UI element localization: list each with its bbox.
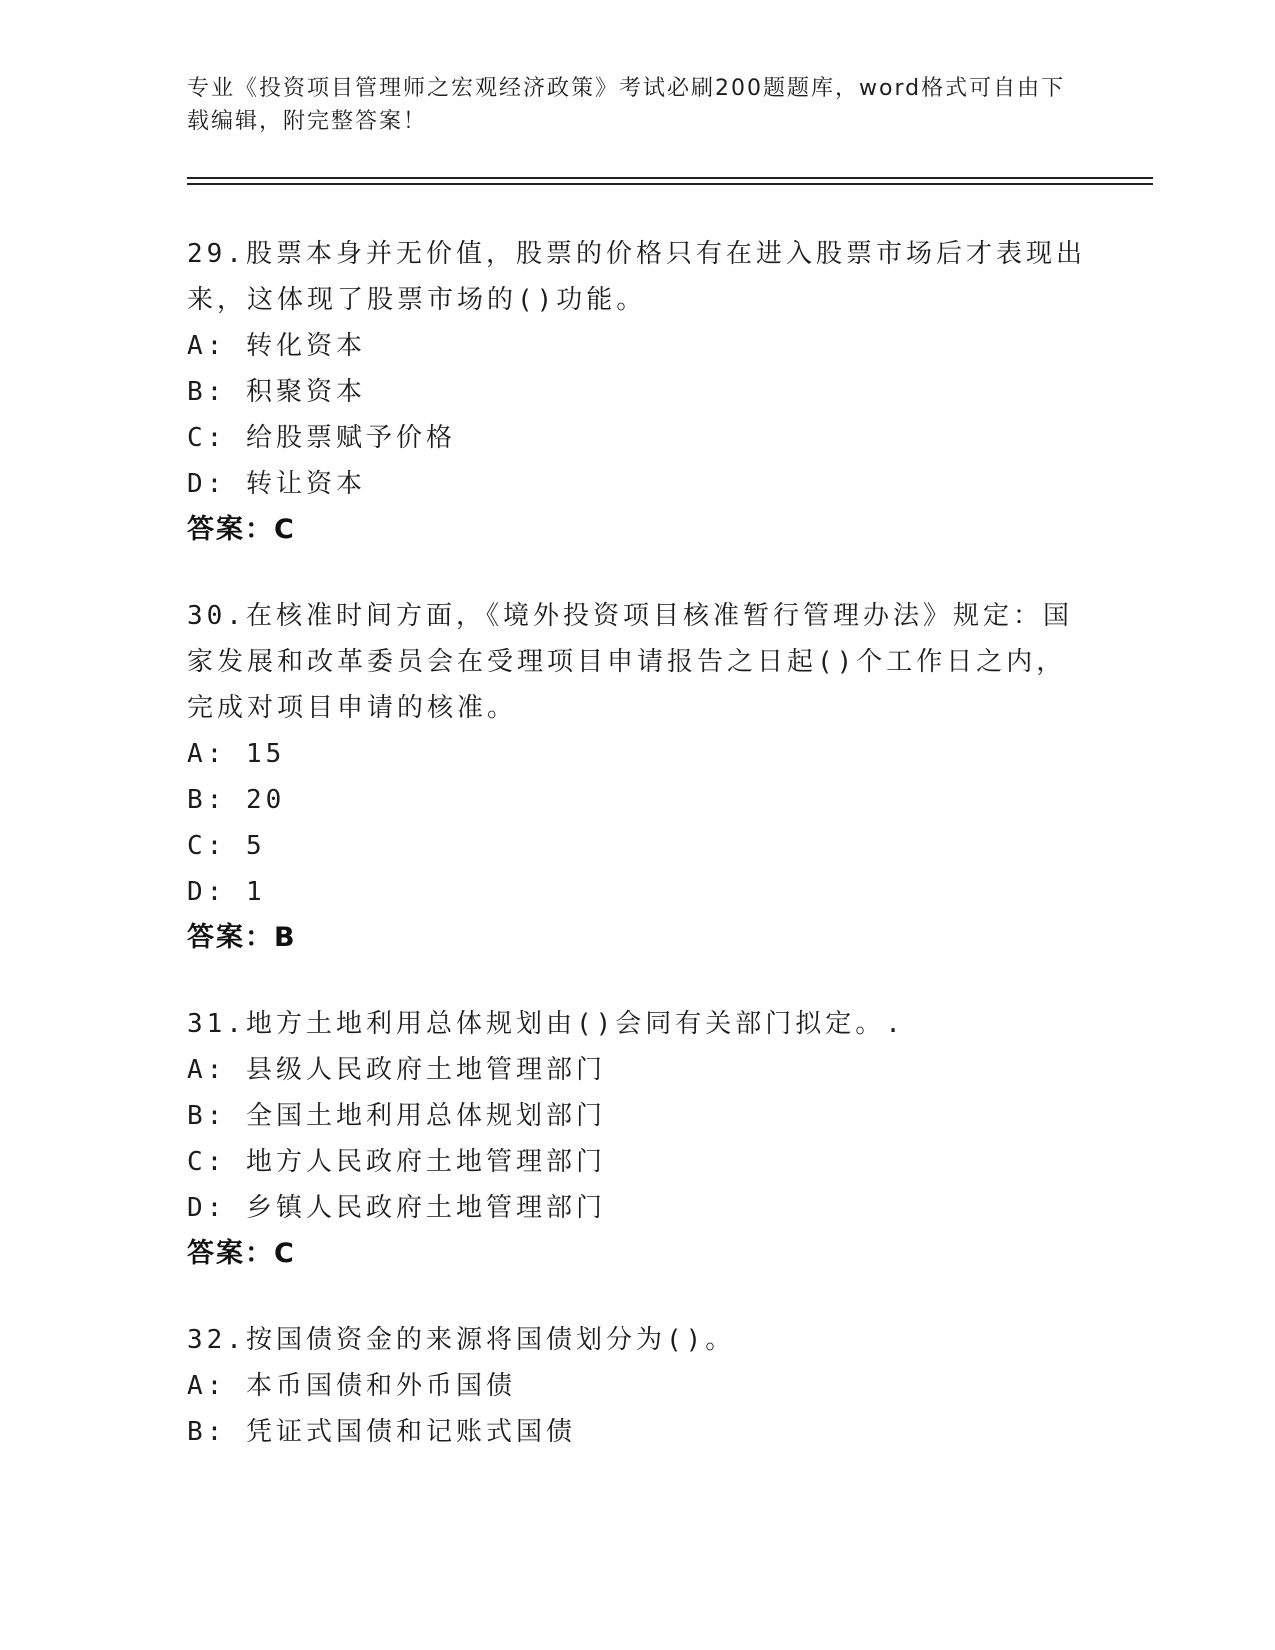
- option-c: C: 给股票赋予价格: [187, 423, 456, 453]
- option-b: B: 20: [187, 785, 286, 815]
- option-d: D: 1: [187, 877, 266, 907]
- question-text: 29.股票本身并无价值，股票的价格只有在进入股票市场后才表现出来，这体现了股票市场的()功能。: [187, 239, 1086, 315]
- question-32: [187, 1317, 1087, 1455]
- question-list: [187, 231, 1087, 1495]
- option-c: C: 5: [187, 831, 266, 861]
- answer: 答案：B: [187, 922, 297, 953]
- option-a: A: 转化资本: [187, 331, 366, 361]
- option-c: C: 地方人民政府土地管理部门: [187, 1147, 606, 1177]
- question-text: 30.在核准时间方面，《境外投资项目核准暂行管理办法》规定：国家发展和改革委员会在受理项目申请报告之日起()个工作日之内，完成对项目申请的核准。: [187, 601, 1073, 723]
- option-b: B: 凭证式国债和记账式国债: [187, 1417, 576, 1447]
- option-a: A: 本币国债和外币国债: [187, 1371, 516, 1401]
- option-b: B: 积聚资本: [187, 377, 366, 407]
- option-d: D: 乡镇人民政府土地管理部门: [187, 1193, 606, 1223]
- option-a: A: 县级人民政府土地管理部门: [187, 1055, 606, 1085]
- answer: 答案：C: [187, 1238, 296, 1269]
- question-text: 32.按国债资金的来源将国债划分为()。: [187, 1325, 736, 1355]
- header-divider-top: [187, 177, 1153, 179]
- option-d: D: 转让资本: [187, 469, 366, 499]
- header-divider-bottom: [187, 183, 1153, 185]
- document-header: 专业《投资项目管理师之宏观经济政策》考试必刷200题题库，word格式可自由下载编辑，附完整答案！: [187, 76, 1066, 134]
- option-b: B: 全国土地利用总体规划部门: [187, 1101, 606, 1131]
- question-29: [187, 231, 1087, 553]
- question-text: 31.地方土地利用总体规划由()会同有关部门拟定。.: [187, 1009, 905, 1039]
- question-31: [187, 1001, 1087, 1277]
- option-a: A: 15: [187, 739, 286, 769]
- answer: 答案：C: [187, 514, 296, 545]
- question-30: [187, 593, 1087, 961]
